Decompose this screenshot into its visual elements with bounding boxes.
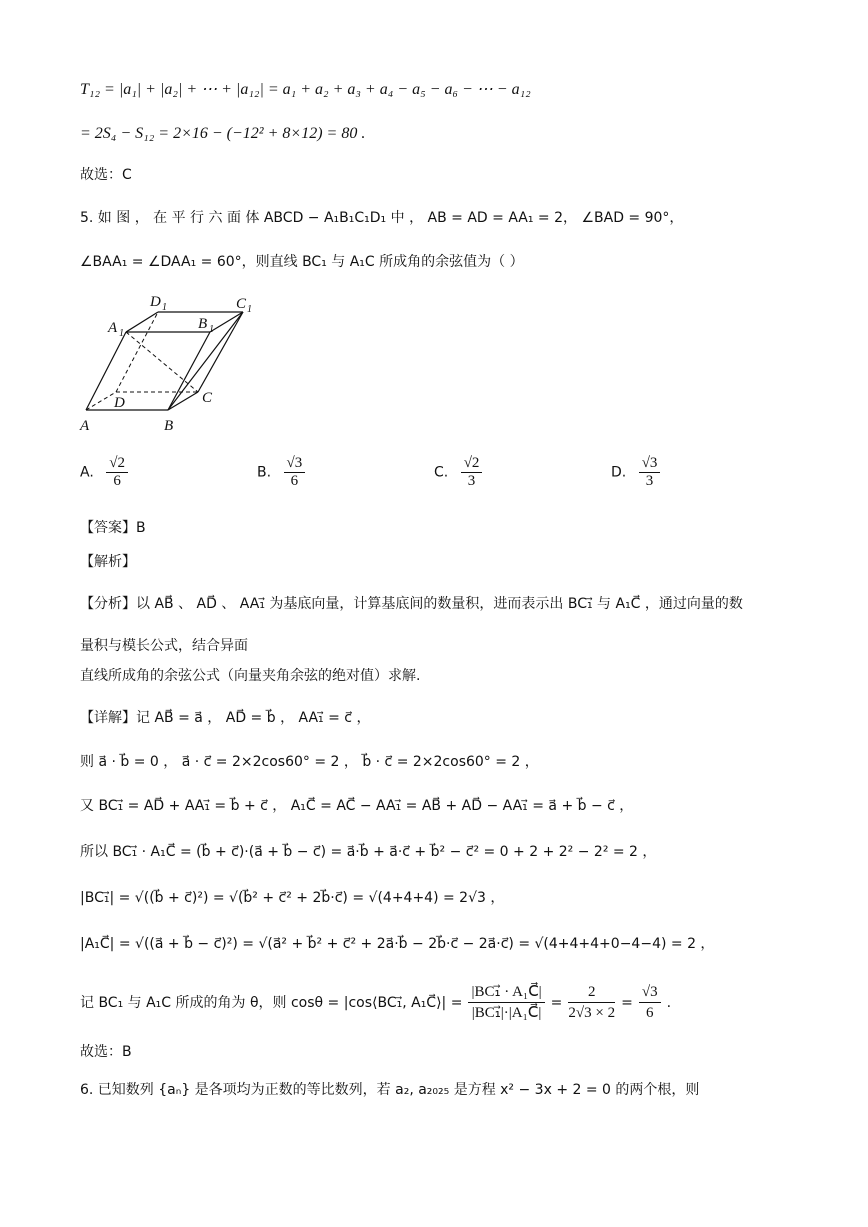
label-d1: D [150, 294, 161, 310]
sum-line-2: = 2S₄ − S₁₂ = 2×16 − (−12² + 8×12) = 80 . [80, 125, 366, 142]
option-d[interactable]: D. $\frac{√3}{3}$ [611, 455, 660, 490]
detail-line-2: 则 a⃗ · b⃗ = 0 ， a⃗ · c⃗ = 2×2cos60° = 2 ， b⃗ · c⃗ = 2×2cos60° = 2 ， [80, 754, 539, 770]
label-c1-sub: 1 [247, 304, 252, 315]
detail-line-4: 所以 BC₁⃗ · A₁C⃗ = (b⃗ + c⃗)·(a⃗ + b⃗ − c⃗) = a⃗·b⃗ + a⃗·c⃗ + b⃗² − c⃗² = 0 + 2 + 2² − 2² = 2 ， [80, 844, 657, 860]
label-d1-sub: 1 [162, 302, 167, 313]
label-d: D [114, 395, 125, 411]
label-a1: A [108, 320, 118, 336]
label-b: B [164, 418, 174, 434]
choice-b-line: 故选：B [80, 1044, 132, 1060]
question-5-line-1: 5. 如 图 ， 在 平 行 六 面 体 ABCD − A₁B₁C₁D₁ 中 ， AB = AD = AA₁ = 2， ∠BAD = 90°， [80, 210, 684, 226]
detail-line-7: 记 BC₁ 与 A₁C 所成的角为 θ，则 cosθ = |cos⟨BC₁⃗, A₁C⃗⟩| = $\frac{\text{|BC₁⃗ · A₁C⃗|}}{\text{|BC₁⃗|·|A₁C⃗|}}$ = $\frac{2}{2√3 \times 2}$ = $\frac{√3}{6}$ . [80, 984, 672, 1021]
question-6-line: 6. 已知数列 {aₙ} 是各项均为正数的等比数列，若 a₂, a₂₀₂₅ 是方程 x² − 3x + 2 = 0 的两个根，则 [80, 1082, 700, 1098]
option-b[interactable]: B. $\frac{√3}{6}$ [257, 455, 305, 490]
answer-label: 【答案】B [80, 520, 146, 536]
label-a: A [80, 418, 90, 434]
analysis-line-2: 量积与模长公式，结合异面 [80, 638, 248, 654]
label-b1-sub: 1 [209, 324, 214, 335]
detail-line-6: |A₁C⃗| = √((a⃗ + b⃗ − c⃗)²) = √(a⃗² + b⃗² + c⃗² + 2a⃗·b⃗ − 2b⃗·c⃗ − 2a⃗·c⃗) = √(4+4+4+0−4−4) = 2 ， [80, 936, 715, 952]
detail-line-1: 【详解】记 AB⃗ = a⃗ ， AD⃗ = b⃗ ， AA₁⃗ = c⃗ ， [80, 710, 371, 726]
analysis-line-3: 直线所成角的余弦公式（向量夹角余弦的绝对值）求解. [80, 668, 421, 684]
choice-c-line: 故选：C [80, 167, 132, 183]
option-c[interactable]: C. $\frac{√2}{3}$ [434, 455, 482, 490]
analysis-line-1: 【分析】以 AB⃗ 、 AD⃗ 、 AA₁⃗ 为基底向量，计算基底间的数量积，进而表示出 BC₁⃗ 与 A₁C⃗ ，通过向量的数 [80, 596, 743, 612]
analysis-label: 【解析】 [80, 554, 136, 570]
label-c: C [202, 390, 213, 406]
option-a[interactable]: A. $\frac{√2}{6}$ [80, 455, 128, 490]
detail-line-5: |BC₁⃗| = √((b⃗ + c⃗)²) = √(b⃗² + c⃗² + 2b⃗·c⃗) = √(4+4+4) = 2√3 ， [80, 890, 505, 906]
label-a1-sub: 1 [119, 328, 124, 339]
question-5-line-2: ∠BAA₁ = ∠DAA₁ = 60°，则直线 BC₁ 与 A₁C 所成角的余弦值为（ ） [80, 254, 524, 270]
label-c1: C [236, 296, 247, 312]
detail-line-3: 又 BC₁⃗ = AD⃗ + AA₁⃗ = b⃗ + c⃗ ， A₁C⃗ = AC⃗ − AA₁⃗ = AB⃗ + AD⃗ − AA₁⃗ = a⃗ + b⃗ − c⃗ ， [80, 798, 634, 814]
sum-line-1: T₁₂ = |a₁| + |a₂| + ⋯ + |a₁₂| = a₁ + a₂ + a₃ + a₄ − a₅ − a₆ − ⋯ − a₁₂ [80, 81, 531, 98]
label-b1: B [198, 316, 208, 332]
parallelepiped-figure [78, 292, 278, 437]
